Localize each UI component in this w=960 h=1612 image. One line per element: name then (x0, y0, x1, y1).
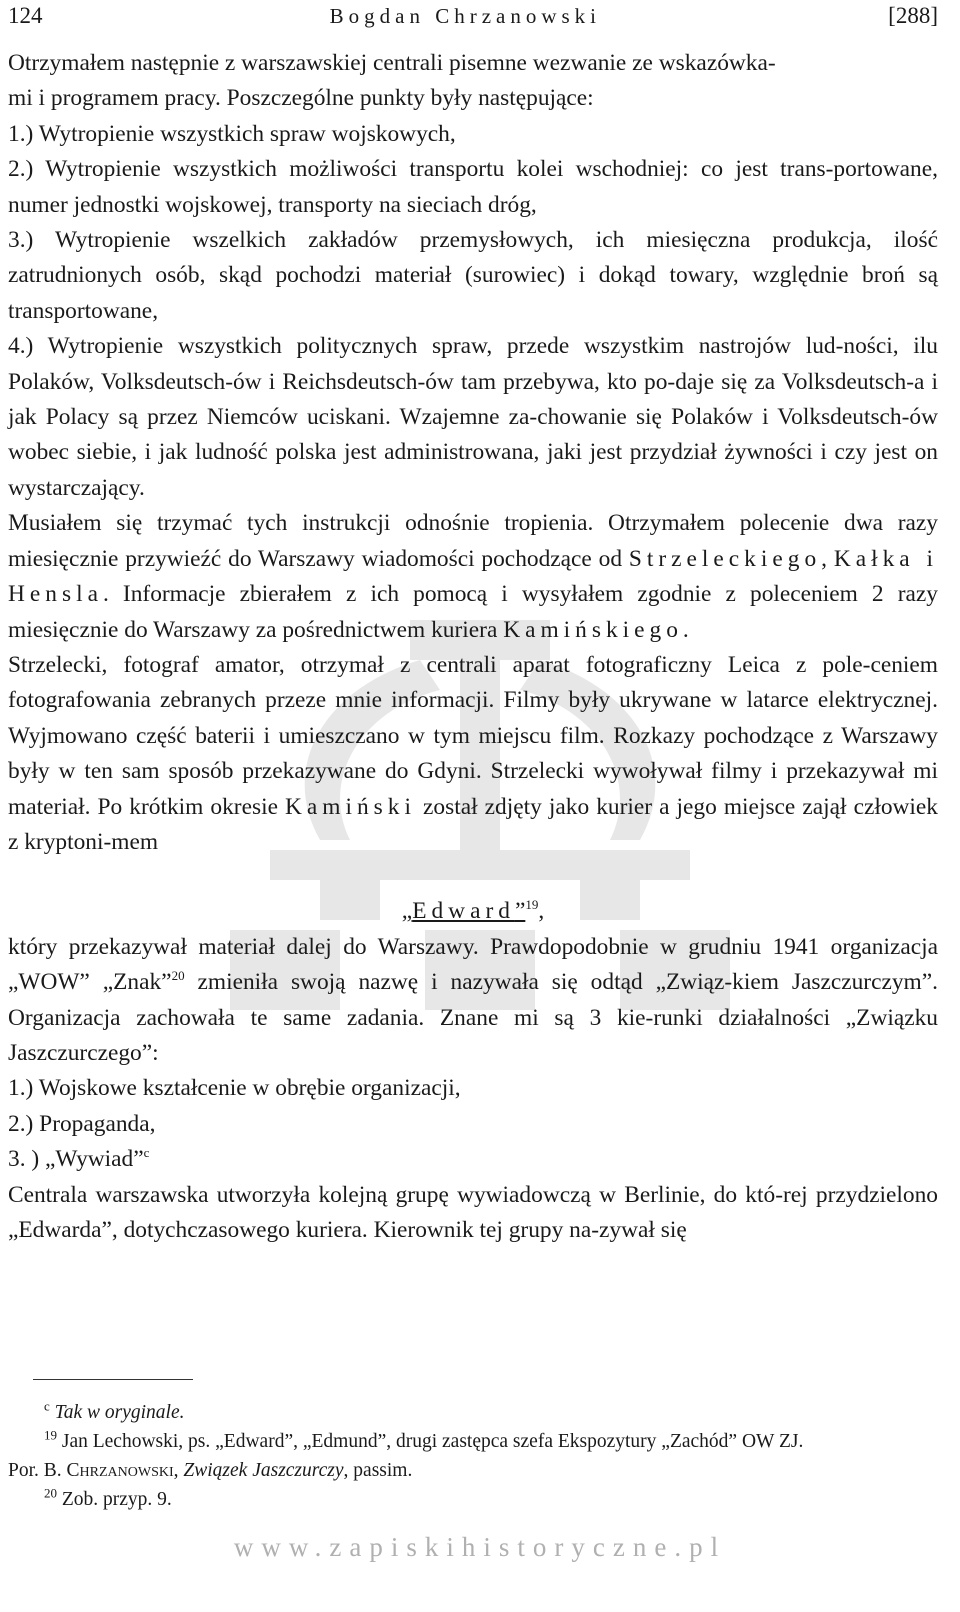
name-kaminskiego: Kamińskiego (503, 616, 683, 643)
list-item-1: 1.) Wytropienie wszystkich spraw wojskowych, (8, 120, 456, 147)
footnote-text: Jan Lechowski, ps. „Edward”, „Edmund”, drugi zastępca szefa Ekspozytury „Zachód” OW ZJ. (61, 1431, 804, 1452)
intro-line-1: Otrzymałem następnie z warszawskiej centrali pisemne wezwanie ze wskazówka- (8, 50, 776, 76)
edward-name: Edward (412, 898, 515, 925)
footnote-c (8, 1398, 936, 1427)
text-run: Strzelecki, fotograf amator, otrzymał z centrali aparat fotograficzny Leica z pole-ceniem fotografowania zebranych przeze mnie informacji. Filmy były ukrywane w latarce elektrycznej. Wyjmowano część baterii i umieszczano w tym miejscu film. Rozkazy pochodzące z Warszawy były w ten sam sposób przekazywane do Gdyni. Strzelecki wywoływał filmy i przekazywał mi materiał. Po krótkim okresie (8, 651, 938, 820)
text-run: . Informacje zbierałem z ich pomocą i wysyłałem zgodnie z poleceniem 2 razy miesięcznie do Warszawy za pośrednictwem kuriera (8, 581, 938, 643)
footnote-divider (33, 1379, 193, 1380)
footnote-text: Tak w oryginale. (54, 1402, 185, 1423)
footnote-ref-c: c (143, 1145, 150, 1161)
footnote-ref-20: 20 (171, 968, 185, 984)
text-run: i (914, 545, 938, 572)
text-run: który przekazywał materiał dalej do Warszawy. Prawdopodobnie w grudniu 1941 organizacja „WOW” „Znak” (8, 933, 938, 996)
footnote-ref-19: 19 (525, 897, 539, 913)
page-header (8, 0, 938, 32)
text-run: , (173, 1460, 184, 1481)
footnotes (8, 1398, 936, 1514)
activity-item-1: 1.) Wojskowe kształcenie w obrębie organizacji, (8, 1075, 461, 1102)
cited-author: Chrzanowski (66, 1460, 174, 1481)
activity-item-3 (8, 1142, 938, 1177)
footnote-20 (8, 1485, 936, 1514)
page-number: 124 (8, 3, 43, 28)
text-run: . (682, 616, 689, 643)
paragraph-photography (8, 648, 938, 860)
website-footer: www.zapiskihistoryczne.pl (233, 1532, 727, 1562)
footnote-mark: 20 (44, 1485, 57, 1501)
text-run: , (821, 545, 834, 572)
document-number: [288] (888, 3, 938, 28)
activity-item-2: 2.) Propaganda, (8, 1110, 156, 1137)
paragraph-intro (8, 46, 938, 117)
list-item-4: 4.) Wytropienie wszystkich politycznych spraw, przede wszystkim nastrojów lud-ności, ilu Polaków, Volksdeutsch-ów i Reichsdeutsch-ów tam przebywa, kto po-daje się za Volksdeutsch-a i jak Polacy są przez Niemców uciskani. Wzajemne za-chowanie się Polaków i Volksdeutsch-ów wobec siebie, i jak ludność polska jest administrowana, jaki jest przydział żywności i czy jest on wystarczający. (8, 333, 938, 501)
paragraph-berlin: Centrala warszawska utworzyła kolejną grupę wywiadowczą w Berlinie, do któ-rej przydzielono „Edwarda”, dotychczasowego kuriera. Kierownik tej grupy na-zywał się (8, 1181, 938, 1243)
paragraph-instructions (8, 506, 938, 648)
name-kaminski: Kamiński (285, 793, 416, 820)
cited-title: Związek Jaszczurczy (183, 1460, 344, 1481)
name-kalka: Kałka (833, 545, 915, 572)
footnote-mark: c (44, 1398, 50, 1414)
name-hensla: Hensla (8, 581, 103, 608)
main-text (8, 46, 938, 1248)
paragraph-organization (8, 930, 938, 1072)
footnote-mark: 19 (44, 1427, 57, 1443)
footnote-19-continuation (8, 1456, 936, 1485)
intro-line-2: mi i programem pracy. Poszczególne punkty były następujące: (8, 85, 594, 112)
name-strzeleckiego: Strzeleckiego (628, 545, 822, 572)
footnote-text: Zob. przyp. 9. (61, 1489, 172, 1510)
list-item-2: 2.) Wytropienie wszystkich możliwości transportu kolei wschodniej: co jest trans-portowane, numer jednostki wojskowej, transporty na sieciach dróg, (8, 156, 938, 218)
text-run: zmieniła swoją nazwę i nazywała się odtąd „Związ-kiem Jaszczurczym”. Organizacja zachowała te same zadania. Znane mi są 3 kie-runki działalności „Związku Jaszczurczego”: (8, 969, 938, 1066)
footnote-19 (8, 1427, 936, 1456)
text-run: , (538, 898, 545, 925)
text-run: Musiałem się trzymać tych instrukcji odnośnie tropienia. Otrzymałem polecenie dwa razy miesięcznie przywieźć do Warszawy wiadomości pochodzące od (8, 510, 938, 572)
text-run: , passim. (343, 1460, 413, 1481)
quote-close: ” (514, 898, 526, 925)
text-run: 3. ) „Wywiad” (8, 1146, 144, 1173)
text-run: został zdjęty jako kurier a jego miejsce zajął człowiek z kryptoni-mem (8, 793, 938, 855)
edward-underlined (402, 898, 526, 924)
quote-open: „ (401, 898, 413, 925)
cryptonym-edward (8, 894, 938, 929)
text-run: Por. B. (8, 1460, 67, 1481)
running-head-author: Bogdan Chrzanowski (329, 3, 602, 28)
list-item-3: 3.) Wytropienie wszelkich zakładów przemysłowych, ich miesięczna produkcja, ilość zatrudnionych osób, skąd pochodzi materiał (surowiec) i dokąd towary, względnie broń są transportowane, (8, 227, 938, 324)
